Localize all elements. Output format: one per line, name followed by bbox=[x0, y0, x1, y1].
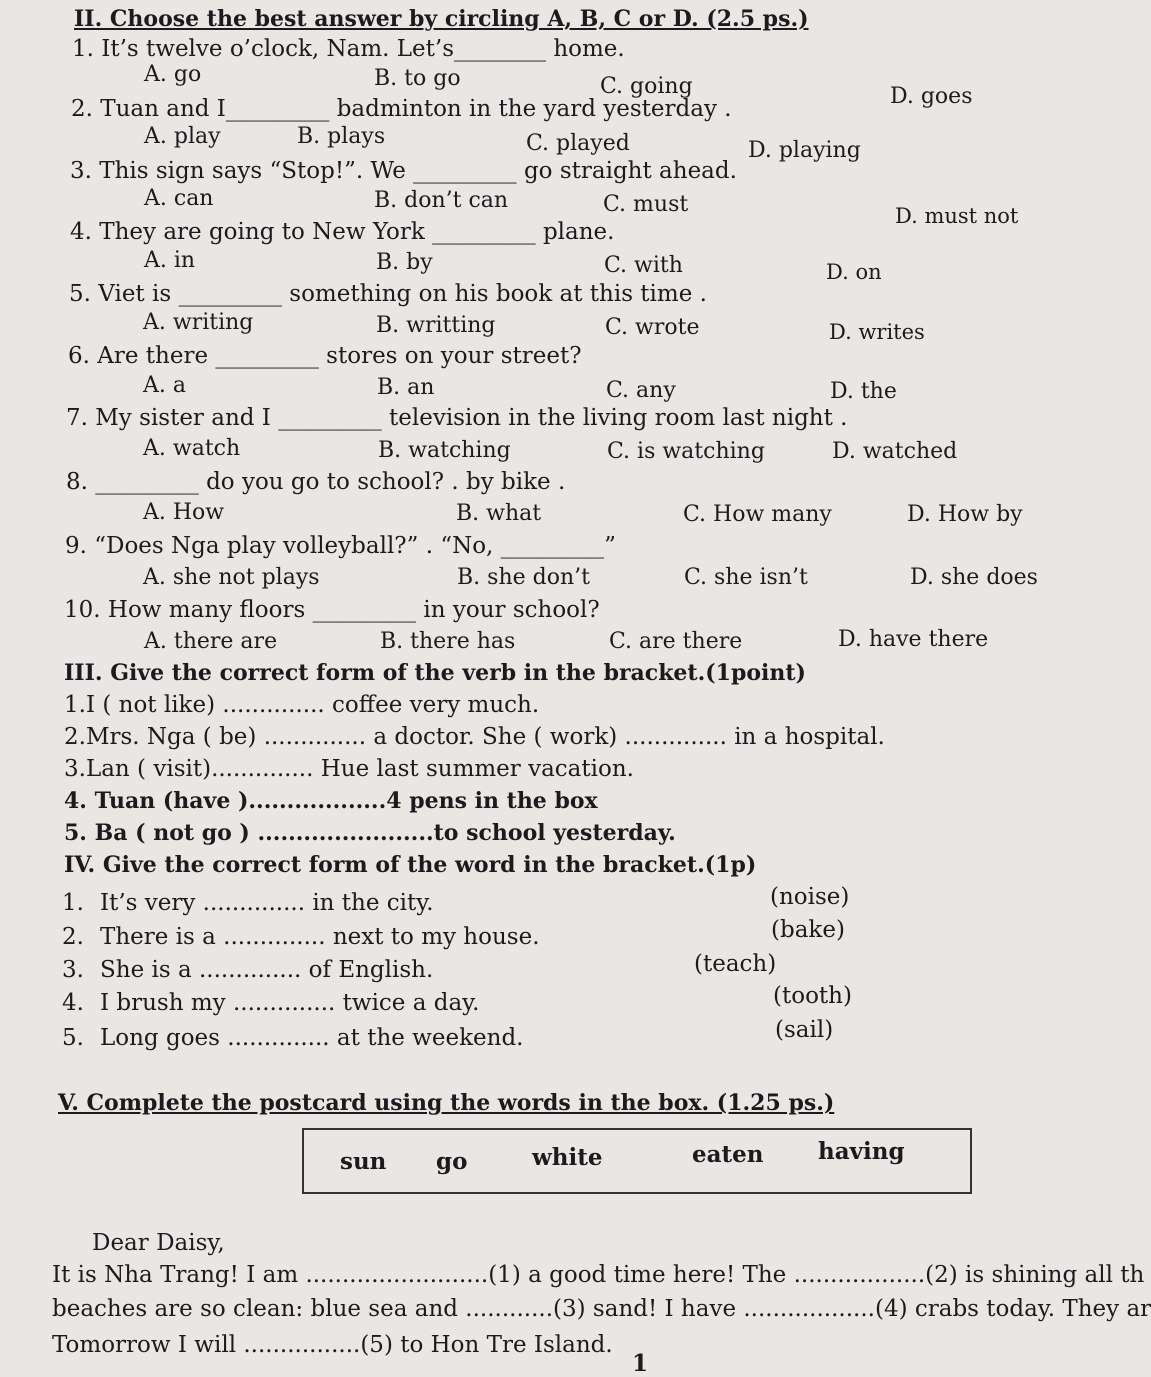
postcard-line-1: It is Nha Trang! I am .........................(1) a good time here! The ..................(2) is shining all th bbox=[52, 1262, 1145, 1288]
word-item-2-num: 2. bbox=[62, 924, 84, 950]
q7-option-a: A. watch bbox=[143, 436, 241, 461]
word-box bbox=[302, 1128, 972, 1194]
q1-option-c: C. going bbox=[600, 74, 693, 99]
q5-option-c: C. wrote bbox=[605, 315, 700, 340]
page-number: 1 bbox=[632, 1350, 649, 1377]
word-item-1-text: It’s very .............. in the city. bbox=[100, 890, 434, 916]
word-item-5-hint: (sail) bbox=[775, 1017, 834, 1043]
word-item-3-hint: (teach) bbox=[694, 951, 777, 977]
q8-stem: 8. _________ do you go to school? . by bike . bbox=[66, 469, 566, 495]
q4-option-a: A. in bbox=[144, 248, 196, 273]
q9-option-a: A. she not plays bbox=[143, 565, 320, 590]
q8-option-c: C. How many bbox=[683, 502, 832, 527]
q9-option-d: D. she does bbox=[910, 565, 1038, 590]
word-item-5-num: 5. bbox=[62, 1025, 84, 1051]
word-item-1-num: 1. bbox=[62, 890, 84, 916]
q6-option-d: D. the bbox=[830, 379, 897, 404]
q3-option-a: A. can bbox=[144, 186, 214, 211]
q10-option-c: C. are there bbox=[609, 629, 743, 654]
verb-item-2: 2.Mrs. Nga ( be) .............. a doctor. She ( work) .............. in a hospital. bbox=[64, 724, 885, 750]
q7-option-c: C. is watching bbox=[607, 439, 765, 464]
q10-option-d: D. have there bbox=[838, 627, 989, 652]
q5-option-a: A. writing bbox=[143, 310, 254, 335]
box-word-white: white bbox=[532, 1144, 603, 1171]
q3-option-d: D. must not bbox=[895, 204, 1019, 228]
word-item-1-hint: (noise) bbox=[770, 884, 850, 910]
word-item-3-text: She is a .............. of English. bbox=[100, 957, 434, 983]
q8-option-d: D. How by bbox=[907, 502, 1023, 527]
q5-stem: 5. Viet is _________ something on his book at this time . bbox=[69, 281, 707, 307]
q8-option-b: B. what bbox=[456, 501, 542, 526]
q4-option-d: D. on bbox=[826, 260, 882, 284]
q8-option-a: A. How bbox=[143, 500, 225, 525]
q1-stem: 1. It’s twelve o’clock, Nam. Let’s________ home. bbox=[72, 36, 625, 62]
word-item-2-text: There is a .............. next to my house. bbox=[100, 924, 540, 950]
q4-option-c: C. with bbox=[604, 253, 683, 278]
box-word-having: having bbox=[818, 1138, 905, 1165]
verb-item-4: 4. Tuan (have )..................4 pens in the box bbox=[64, 788, 598, 814]
q7-option-b: B. watching bbox=[378, 438, 511, 463]
postcard-greeting: Dear Daisy, bbox=[92, 1230, 225, 1256]
q6-option-b: B. an bbox=[377, 375, 435, 400]
q9-option-c: C. she isn’t bbox=[684, 565, 808, 590]
q3-option-b: B. don’t can bbox=[374, 188, 509, 213]
q10-option-b: B. there has bbox=[380, 629, 516, 654]
section-2-title: II. Choose the best answer by circling A, B, C or D. (2.5 ps.) bbox=[74, 6, 809, 32]
q5-option-d: D. writes bbox=[829, 320, 925, 344]
verb-item-5: 5. Ba ( not go ) .......................to school yesterday. bbox=[64, 820, 676, 846]
section-5-title: V. Complete the postcard using the words in the box. (1.25 ps.) bbox=[58, 1090, 835, 1116]
box-word-eaten: eaten bbox=[692, 1141, 764, 1168]
q2-option-d: D. playing bbox=[748, 138, 861, 163]
q7-stem: 7. My sister and I _________ television in the living room last night . bbox=[66, 405, 848, 431]
word-item-3-num: 3. bbox=[62, 957, 84, 983]
q2-option-c: C. played bbox=[526, 131, 630, 156]
word-item-2-hint: (bake) bbox=[771, 917, 845, 943]
q9-stem: 9. “Does Nga play volleyball?” . “No, _________” bbox=[65, 533, 616, 559]
q4-option-b: B. by bbox=[376, 250, 433, 275]
q10-stem: 10. How many floors _________ in your school? bbox=[64, 597, 600, 623]
q6-option-c: C. any bbox=[606, 378, 676, 403]
box-word-sun: sun bbox=[340, 1148, 387, 1175]
q2-option-b: B. plays bbox=[297, 124, 386, 149]
box-word-go: go bbox=[436, 1148, 468, 1175]
q1-option-d: D. goes bbox=[890, 84, 973, 109]
q2-option-a: A. play bbox=[144, 124, 221, 149]
q1-option-b: B. to go bbox=[374, 66, 461, 91]
word-item-4-num: 4. bbox=[62, 990, 84, 1016]
q7-option-d: D. watched bbox=[832, 439, 958, 464]
section-3-title: III. Give the correct form of the verb in the bracket.(1point) bbox=[64, 660, 806, 686]
word-item-4-text: I brush my .............. twice a day. bbox=[100, 990, 480, 1016]
q10-option-a: A. there are bbox=[144, 629, 278, 654]
q2-stem: 2. Tuan and I_________ badminton in the yard yesterday . bbox=[71, 96, 732, 122]
q3-option-c: C. must bbox=[603, 192, 689, 217]
verb-item-3: 3.Lan ( visit).............. Hue last summer vacation. bbox=[64, 756, 634, 782]
q4-stem: 4. They are going to New York _________ plane. bbox=[70, 219, 615, 245]
q3-stem: 3. This sign says “Stop!”. We _________ go straight ahead. bbox=[70, 158, 737, 184]
word-item-4-hint: (tooth) bbox=[773, 983, 852, 1009]
postcard-line-3: Tomorrow I will ................(5) to Hon Tre Island. bbox=[52, 1332, 613, 1358]
q5-option-b: B. writting bbox=[376, 313, 496, 338]
q9-option-b: B. she don’t bbox=[457, 565, 590, 590]
q1-option-a: A. go bbox=[144, 62, 202, 87]
q6-stem: 6. Are there _________ stores on your street? bbox=[68, 343, 582, 369]
verb-item-1: 1.I ( not like) .............. coffee very much. bbox=[64, 692, 540, 718]
q6-option-a: A. a bbox=[143, 373, 186, 398]
postcard-line-2: beaches are so clean: blue sea and ............(3) sand! I have ..................(4) crabs today. They ar bbox=[52, 1296, 1151, 1322]
section-4-title: IV. Give the correct form of the word in the bracket.(1p) bbox=[64, 852, 757, 878]
word-item-5-text: Long goes .............. at the weekend. bbox=[100, 1025, 524, 1051]
